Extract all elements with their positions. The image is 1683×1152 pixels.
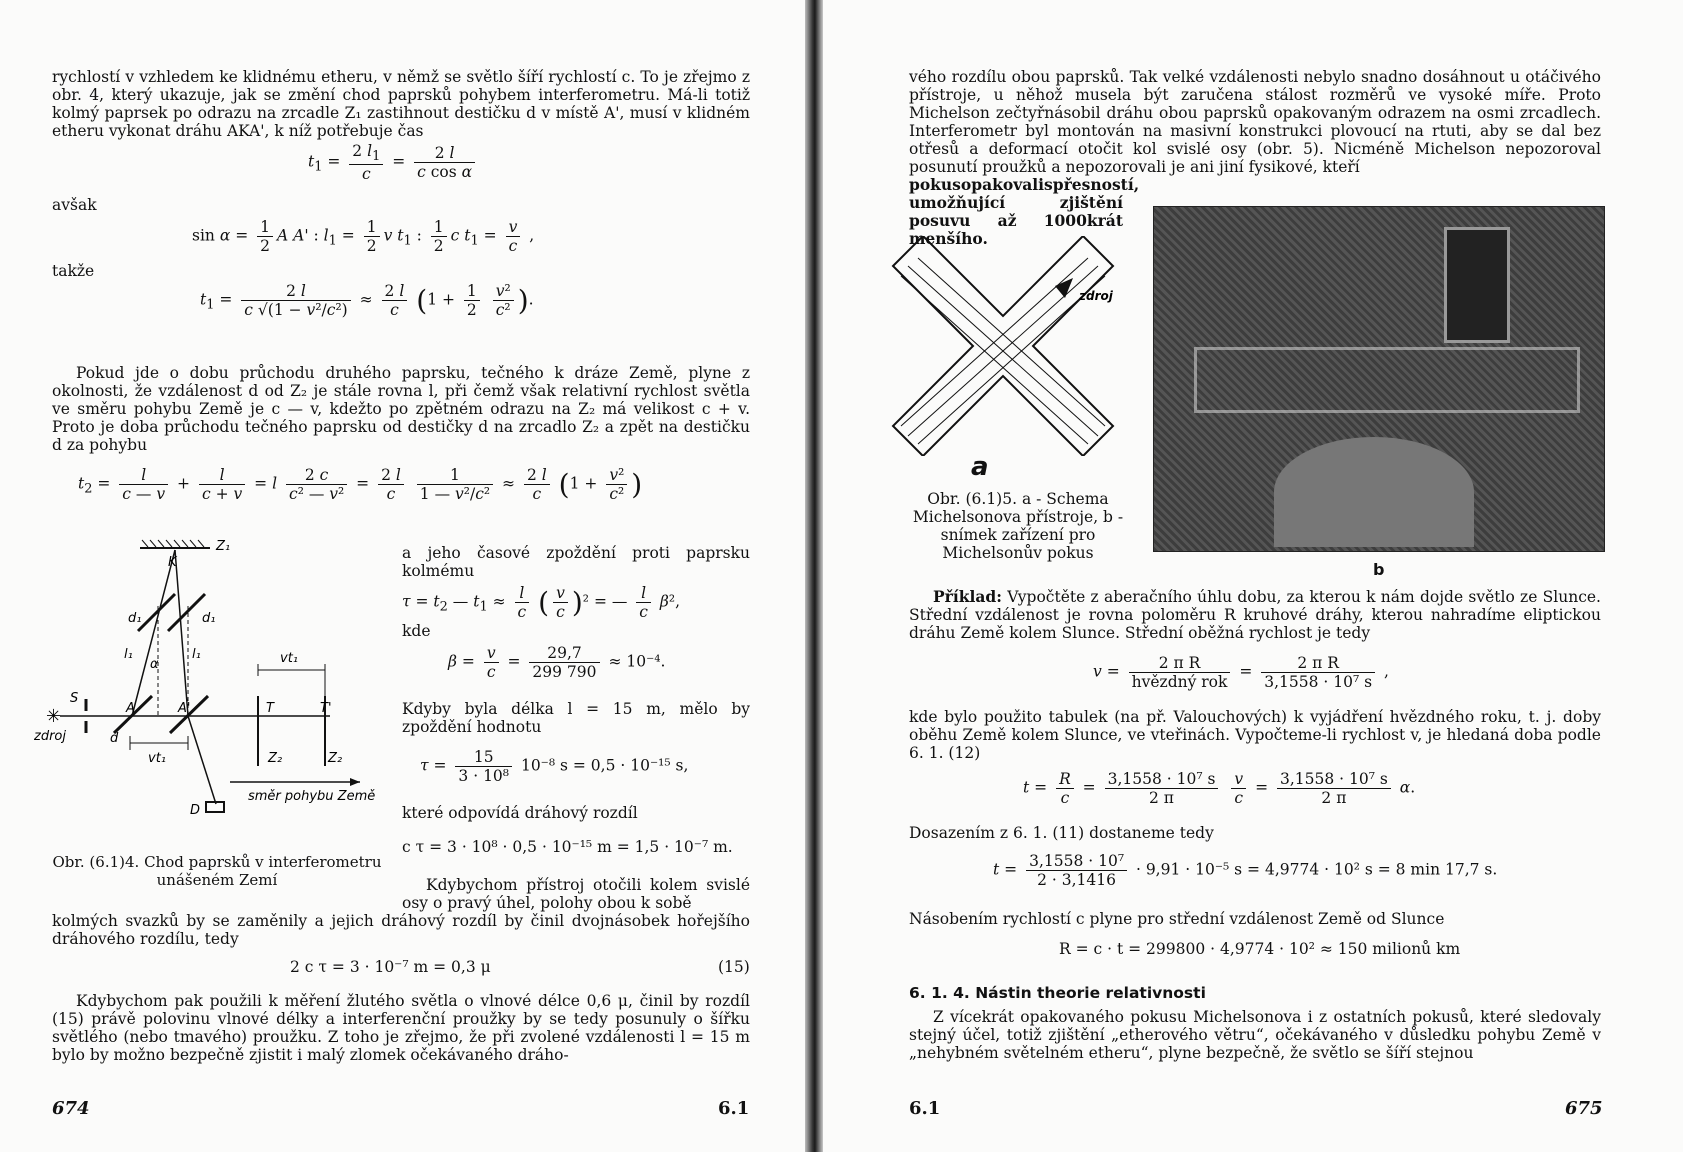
equation-t-numeric: t = $\frac{\text{3,1558 · 10⁷}}{2 \cdot 3,1416}$ · 9,91 · 10⁻⁵ s = 4,9774 · 10² s = 8 min 17,7 s. [993, 852, 1498, 889]
equation-beta: β = $\frac{v}{c}$ = $\frac{29,7}{299 790}$ ≈ 10⁻⁴. [448, 644, 666, 681]
equation-v: v = $\frac{\text{2 π R}}{\text{hvězdný rok}}$ = $\frac{\text{2 π R}}{\text{3,1558 · 10⁷ s}}$ , [1093, 654, 1389, 691]
equation-number: (15) [718, 958, 750, 976]
label-z1: Z₁ [216, 539, 231, 554]
paragraph: Kdybychom přístroj otočili kolem svislé osy o pravý úhel, polohy obou k sobě [402, 876, 750, 912]
label-l1b: l₁ [192, 647, 201, 662]
label-vt1b: vt₁ [148, 751, 167, 766]
michelson-schema-diagram [883, 236, 1123, 456]
section-number: 6.1 [909, 1098, 941, 1119]
figure-label-b: b [1373, 560, 1385, 579]
label-zdroj: zdroj [34, 729, 66, 744]
label-k: K [168, 555, 177, 570]
label-vt1: vt₁ [280, 651, 299, 666]
right-page [823, 0, 1683, 1152]
label-z2b: Z₂ [328, 751, 343, 766]
label-s: S [70, 691, 79, 706]
label-d1: d₁ [128, 611, 142, 626]
paragraph: Násobením rychlostí c plyne pro střední vzdálenost Země od Slunce [909, 910, 1445, 928]
paragraph: kde bylo použito tabulek (na př. Valouchových) k vyjádření hvězdného roku, t. j. doby oběhu Země kolem Slunce, ve vteřinách. Vypočteme-li rychlost v, je hledaná doba podle 6. 1. (12) [909, 708, 1601, 762]
label-smer: směr pohybu Země [248, 789, 376, 804]
page-number: 675 [1565, 1098, 1603, 1119]
equation-t: t = $\frac{R}{c}$ = $\frac{\text{3,1558 · 10⁷ s}}{2 \pi}$ $\frac{v}{c}$ = $\frac{\text{3,1558 · 10⁷ s}}{2 \pi}$ α. [1023, 770, 1416, 807]
paragraph: rychlostí v vzhledem ke klidnému etheru, v němž se světlo šíří rychlostí c. To je zřejmo z obr. 4, který ukazuje, jak se změní chod paprsků pohybem interferometru. Má-li totiž kolmý paprsek po odrazu na zrcadle Z₁ zastihnout destičku d v místě A', musí v klidném etheru vykonat dráhu AKA', k níž potřebuje čas [52, 68, 750, 140]
label-a-prime: A' [178, 701, 191, 716]
left-page [0, 0, 805, 1152]
michelson-apparatus-photo [1153, 206, 1605, 552]
equation-tau: $\tau = t_2$ — $t_1$ ≈ $\frac{l}{c}$ ( $\frac{v}{c}$ )² = — $\frac{l}{c}$ β², [402, 584, 681, 621]
word-kde: kde [402, 622, 431, 640]
paragraph: pokusopakovalispřesností, umožňující zjištění posuvu až 1000krát menšího. [909, 175, 1140, 248]
label-alpha: α [150, 657, 159, 672]
paragraph: Příklad: Vypočtěte z aberačního úhlu dobu, za kterou k nám dojde světlo ze Slunce. Střední vzdálenost je rovna poloměru R kruhové dráhy, kterou nahradíme eliptickou dráhu Země kolem Slunce. Střední oběžná rychlost je tedy [909, 587, 1601, 642]
section-heading: 6. 1. 4. Nástin theorie relativnosti [909, 984, 1206, 1002]
label-d: d [110, 731, 119, 746]
paragraph: Kdyby byla délka l = 15 m, mělo by zpoždění hodnotu [402, 700, 750, 736]
label-d1b: d₁ [202, 611, 216, 626]
paragraph: Z vícekrát opakovaného pokusu Michelsonova i z ostatních pokusů, které sledovaly stejný účel, totiž zjištění „etherového větru“, očekávaného v důsledku pohybu Země v „nehybném světelném etheru“, plyne bezpečně, že světlo se šíří stejnou [909, 1008, 1601, 1062]
section-number: 6.1 [718, 1098, 750, 1119]
paragraph: kolmých svazků by se zaměnily a jejich dráhový rozdíl by činil dvojnásobek hořejšího dráhového rozdílu, tedy [52, 912, 750, 948]
equation-t1: $t_1$ = $\frac{2 l_1}{c}$ = $\frac{2 l}{\text{c cos α}}$ [308, 142, 479, 183]
equation-t1-approx: $t_1$ = $\frac{2 l}{\text{c √(1 − v²/c²)}}$ ≈ $\frac{2 l}{c}$ (1 + $\frac{1}{2}$ $\frac{\text{v²}}{\text{c²}}$ ). [200, 282, 534, 319]
label-d-detector: D [190, 803, 201, 818]
equation-t2: $t_2$ = $\frac{l}{c — v}$ + $\frac{l}{c + v}$ = l $\frac{2 c}{\text{c² — v²}}$ = $\frac{2 l}{c}$ $\frac{1}{\text{1 — v²/c²}}$ ≈ $\frac{2 l}{c}$ (1 + $\frac{\text{v²}}{\text{c²}}$ ) [78, 466, 643, 503]
figure-caption: Obr. (6.1)5. a - Schema Michelsonova přístroje, b - snímek zařízení pro Michelsonův pokus [912, 489, 1124, 562]
label-t-prime: T' [320, 701, 332, 716]
page-number: 674 [52, 1098, 90, 1119]
label-l1: l₁ [124, 647, 133, 662]
label-z2: Z₂ [268, 751, 283, 766]
book-gutter [805, 0, 823, 1152]
label-zdroj-schema: zdroj [1079, 289, 1113, 303]
figure-caption: Obr. (6.1)4. Chod paprsků v interferometru unášeném Zemí [52, 853, 382, 889]
word-avsak: avšak [52, 196, 97, 214]
example-label: Příklad: [933, 587, 1002, 606]
label-a: A [126, 701, 135, 716]
figure-label-a: a [971, 452, 989, 482]
paragraph: a jeho časové zpoždění proti paprsku kolmému [402, 544, 750, 580]
label-t: T [266, 701, 274, 716]
word-takze: takže [52, 262, 95, 280]
interferometer-diagram [30, 536, 390, 836]
equation-r: R = c · t = 299800 · 4,9774 · 10² ≈ 150 milionů km [1059, 940, 1461, 958]
paragraph: Kdybychom pak použili k měření žlutého světla o vlnové délce 0,6 μ, činil by rozdíl (15) právě polovinu vlnové délky a interferenční proužky by se tedy posunuly o šířku světlého (nebo tmavého) proužku. Z toho je zřejmo, že při zvolené vzdálenosti l = 15 m bylo by možno bezpečně zjistit i malý zlomek očekávaného dráho- [52, 992, 750, 1064]
paragraph: které odpovídá dráhový rozdíl [402, 804, 638, 822]
equation-15: 2 c τ = 3 · 10⁻⁷ m = 0,3 μ [290, 958, 491, 976]
paragraph: vého rozdílu obou paprsků. Tak velké vzdálenosti nebylo snadno dosáhnout u otáčivého přístroje, u něhož musela být zaručena stálost rozměrů ve vysoké míře. Proto Michelson zečtyřnásobil dráhu obou paprsků opakovaným odrazem na osmi zrcadlech. Interferometr byl montován na masivní konstrukci plovoucí na rtuti, aby se dal bez otřesů a deformací otočit kol svislé osy (obr. 5). Nicméně Michelson nepozoroval posunutí proužků a nepozorovali je ani jiní fysikové, kteří [909, 68, 1601, 176]
paragraph: Dosazením z 6. 1. (11) dostaneme tedy [909, 824, 1214, 842]
equation-ctau: c τ = 3 · 10⁸ · 0,5 · 10⁻¹⁵ m = 1,5 · 10⁻⁷ m. [402, 838, 733, 856]
paragraph: Pokud jde o dobu průchodu druhého paprsku, tečného k dráze Země, plyne z okolnosti, že vzdálenost d od Z₂ je stále rovna l, při čemž však relativní rychlost světla ve směru pohybu Země je c — v, kdežto po zpětném odrazu na Z₂ má velikost c + v. Proto je doba průchodu tečného paprsku od destičky d na zrcadlo Z₂ a zpět na destičku d za pohybu [52, 364, 750, 454]
equation-sin-alpha: sin α = $\frac{1}{2}$ A A' : $l_1$ = $\frac{1}{2}$ v $t_1$ : $\frac{1}{2}$ c $t_1$ = $\frac{v}{c}$ , [192, 218, 535, 255]
svg-text:✳: ✳ [46, 706, 62, 727]
equation-tau-value: τ = $\frac{15}{\text{3 · 10⁸}}$ 10⁻⁸ s = 0,5 · 10⁻¹⁵ s, [420, 748, 689, 785]
